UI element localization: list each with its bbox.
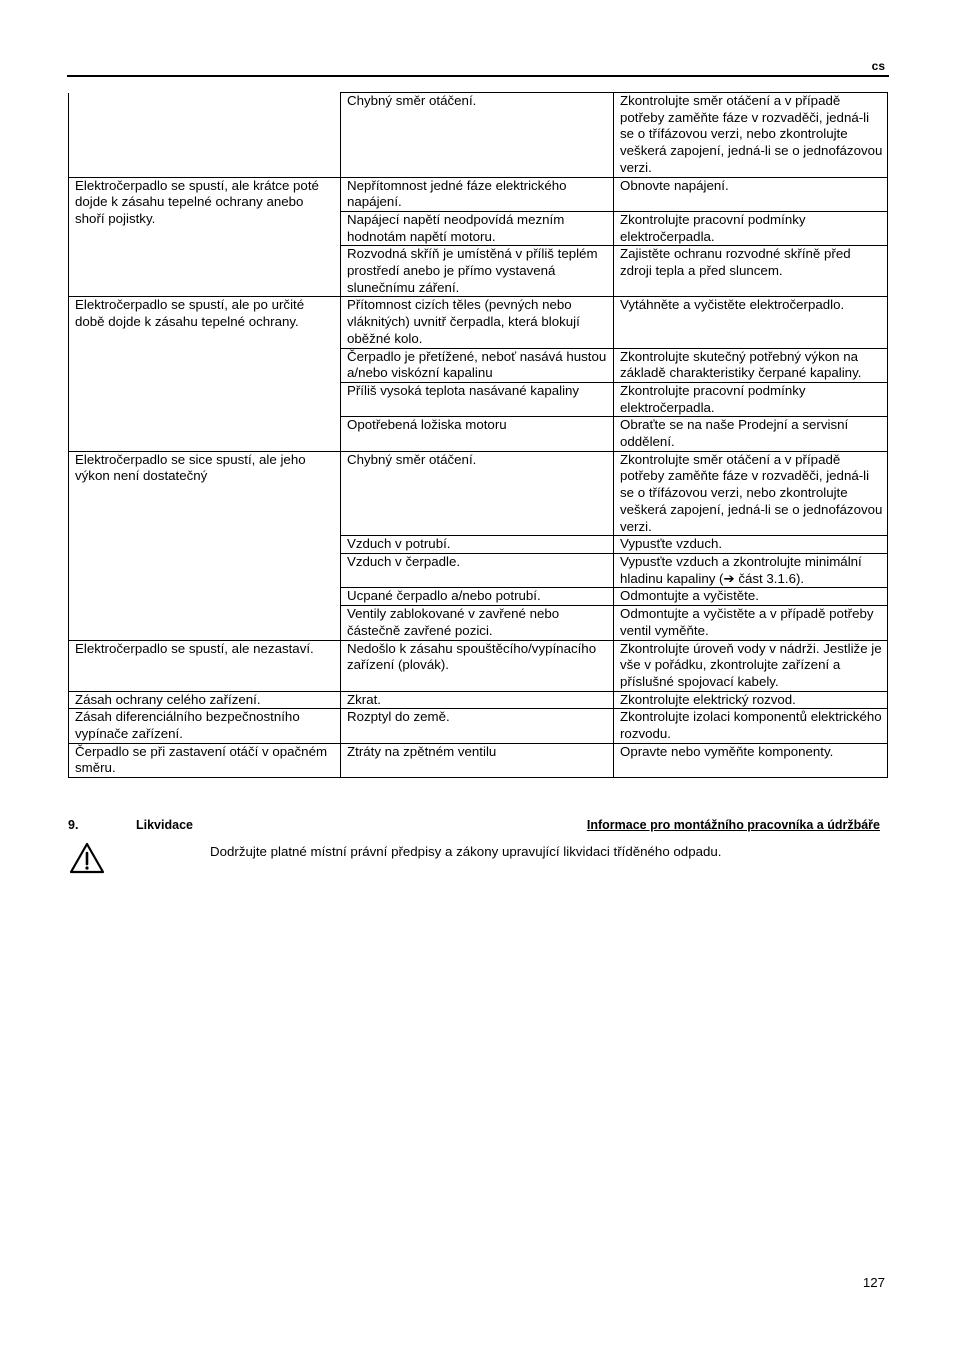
problem-cell: Elektročerpadlo se spustí, ale nezastaví. xyxy=(69,640,341,691)
cause-cell: Nedošlo k zásahu spouštěcího/vypínacího zařízení (plovák). xyxy=(341,640,614,691)
table-row xyxy=(69,451,888,536)
remedy-cell: Odmontujte a vyčistěte. xyxy=(614,588,888,606)
remedy-cell: Vypusťte vzduch a zkontrolujte minimální hladinu kapaliny (➔ část 3.1.6). xyxy=(614,553,888,587)
problem-cell: Elektročerpadlo se sice spustí, ale jeho výkon není dostatečný xyxy=(69,451,341,640)
cause-cell: Ucpané čerpadlo a/nebo potrubí. xyxy=(341,588,614,606)
header-rule xyxy=(67,75,889,77)
troubleshooting-table xyxy=(68,92,888,778)
section-title: Likvidace xyxy=(136,818,193,832)
table-row xyxy=(69,709,888,743)
table-row xyxy=(69,297,888,348)
remedy-cell: Opravte nebo vyměňte komponenty. xyxy=(614,743,888,777)
remedy-cell: Vypusťte vzduch. xyxy=(614,536,888,554)
remedy-cell: Zkontrolujte izolaci komponentů elektrického rozvodu. xyxy=(614,709,888,743)
table-row xyxy=(69,691,888,709)
problem-cell xyxy=(69,93,341,178)
cause-cell: Vzduch v čerpadle. xyxy=(341,553,614,587)
remedy-cell: Vytáhněte a vyčistěte elektročerpadlo. xyxy=(614,297,888,348)
remedy-cell: Zkontrolujte elektrický rozvod. xyxy=(614,691,888,709)
cause-cell: Zkrat. xyxy=(341,691,614,709)
remedy-cell: Odmontujte a vyčistěte a v případě potřeby ventil vyměňte. xyxy=(614,606,888,640)
cause-cell: Čerpadlo je přetížené, neboť nasává hustou a/nebo viskózní kapalinu xyxy=(341,348,614,382)
language-code: cs xyxy=(871,59,885,73)
section-number: 9. xyxy=(68,818,79,832)
cause-cell: Přítomnost cizích těles (pevných nebo vláknitých) uvnitř čerpadla, která blokují oběžné kolo. xyxy=(341,297,614,348)
problem-cell: Čerpadlo se při zastavení otáčí v opačném směru. xyxy=(69,743,341,777)
table-row xyxy=(69,640,888,691)
cause-cell: Chybný směr otáčení. xyxy=(341,93,614,178)
section-audience: Informace pro montážního pracovníka a údržbáře xyxy=(586,818,880,832)
remedy-cell: Zkontrolujte úroveň vody v nádrži. Jestliže je vše v pořádku, zkontrolujte zařízení a příslušné spojovací kabely. xyxy=(614,640,888,691)
problem-cell: Zásah ochrany celého zařízení. xyxy=(69,691,341,709)
remedy-cell: Zkontrolujte skutečný potřebný výkon na základě charakteristiky čerpané kapaliny. xyxy=(614,348,888,382)
disposal-instruction: Dodržujte platné místní právní předpisy a zákony upravující likvidaci tříděného odpadu. xyxy=(210,844,722,859)
cause-cell: Chybný směr otáčení. xyxy=(341,451,614,536)
table-row xyxy=(69,93,888,178)
table-row xyxy=(69,743,888,777)
problem-cell: Elektročerpadlo se spustí, ale po určité době dojde k zásahu tepelné ochrany. xyxy=(69,297,341,451)
cause-cell: Nepřítomnost jedné fáze elektrického napájení. xyxy=(341,177,614,211)
cause-cell: Ztráty na zpětném ventilu xyxy=(341,743,614,777)
problem-cell: Elektročerpadlo se spustí, ale krátce poté dojde k zásahu tepelné ochrany anebo shoří pojistky. xyxy=(69,177,341,297)
remedy-cell: Zajistěte ochranu rozvodné skříně před zdroji tepla a před sluncem. xyxy=(614,246,888,297)
remedy-cell: Zkontrolujte směr otáčení a v případě potřeby zaměňte fáze v rozvaděči, jedná-li se o třífázovou verzi, nebo zkontrolujte veškerá zapojení, jedná-li se o jednofázovou verzi. xyxy=(614,451,888,536)
remedy-cell: Zkontrolujte směr otáčení a v případě potřeby zaměňte fáze v rozvaděči, jedná-li se o třífázovou verzi, nebo zkontrolujte veškerá zapojení, jedná-li se o jednofázovou verzi. xyxy=(614,93,888,178)
cause-cell: Opotřebená ložiska motoru xyxy=(341,417,614,451)
remedy-cell: Obraťte se na naše Prodejní a servisní oddělení. xyxy=(614,417,888,451)
cause-cell: Vzduch v potrubí. xyxy=(341,536,614,554)
remedy-cell: Zkontrolujte pracovní podmínky elektročerpadla. xyxy=(614,382,888,416)
table-row xyxy=(69,177,888,211)
problem-cell: Zásah diferenciálního bezpečnostního vypínače zařízení. xyxy=(69,709,341,743)
cause-cell: Napájecí napětí neodpovídá mezním hodnotám napětí motoru. xyxy=(341,211,614,245)
remedy-cell: Zkontrolujte pracovní podmínky elektročerpadla. xyxy=(614,211,888,245)
page-number: 127 xyxy=(862,1275,885,1290)
cause-cell: Rozptyl do země. xyxy=(341,709,614,743)
cause-cell: Rozvodná skříň je umístěná v příliš teplém prostředí anebo je přímo vystavená slunečnímu záření. xyxy=(341,246,614,297)
warning-icon xyxy=(69,842,105,874)
cause-cell: Ventily zablokované v zavřené nebo částečně zavřené pozici. xyxy=(341,606,614,640)
cause-cell: Příliš vysoká teplota nasávané kapaliny xyxy=(341,382,614,416)
remedy-cell: Obnovte napájení. xyxy=(614,177,888,211)
